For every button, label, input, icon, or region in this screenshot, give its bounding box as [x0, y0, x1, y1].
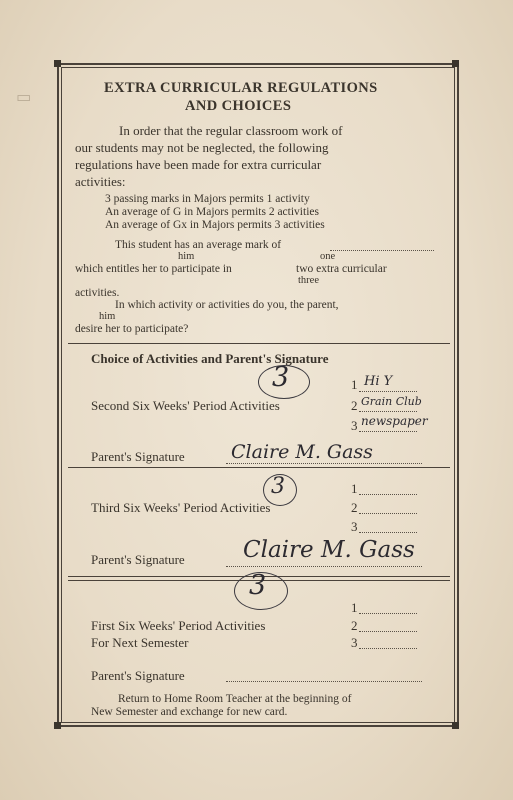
border-corner	[452, 60, 459, 67]
activity-fill-line	[359, 613, 417, 614]
handwritten-signature: Claire M. Gass	[243, 537, 415, 563]
choice-heading: Choice of Activities and Parent's Signature	[91, 351, 329, 366]
average-line-2a: which entitles her to participate in	[75, 263, 232, 275]
signature-label: Parent's Signature	[91, 668, 185, 683]
activity-fill-line	[359, 648, 417, 649]
average-line-2b: two extra curricular	[296, 263, 387, 275]
handwritten-activity-1: Hi Y	[364, 374, 393, 389]
line-number-3: 3	[351, 418, 358, 433]
signature-label: Parent's Signature	[91, 449, 185, 464]
border-corner	[452, 722, 459, 729]
average-line-1: This student has an average mark of	[115, 239, 282, 251]
signature-label: Parent's Signature	[91, 552, 185, 567]
question-line-1: In which activity or activities do you, the parent,	[115, 299, 339, 311]
line-number-1: 1	[351, 481, 358, 496]
footer-line-2: New Semester and exchange for new card.	[91, 706, 288, 718]
activity-fill-line	[359, 494, 417, 495]
option-three: three	[298, 275, 319, 286]
section-divider	[68, 467, 450, 468]
footer-line-1: Return to Home Room Teacher at the beginning of	[118, 693, 352, 705]
signature-fill-line	[226, 681, 422, 682]
title-line-2: AND CHOICES	[185, 98, 292, 114]
next-semester-label: For Next Semester	[91, 635, 189, 650]
activity-fill-line	[359, 391, 417, 392]
rule-2: An average of G in Majors permits 2 activities	[105, 206, 319, 218]
handwritten-activity-2: Grain Club	[361, 395, 422, 408]
margin-stamp-mark: ▯	[15, 93, 33, 103]
line-number-3: 3	[351, 519, 358, 534]
activity-fill-line	[359, 513, 417, 514]
handwritten-circled-number: 3	[249, 570, 267, 601]
line-number-1: 1	[351, 600, 358, 615]
intro-line-2: our students may not be neglected, the following	[75, 140, 329, 155]
question-option-him: him	[99, 311, 116, 322]
handwritten-signature: Claire M. Gass	[231, 441, 373, 463]
line-number-2: 2	[351, 500, 358, 515]
line-number-1: 1	[351, 377, 358, 392]
signature-fill-line	[226, 463, 422, 464]
first-period-label: First Six Weeks' Period Activities	[91, 618, 266, 633]
intro-line-3: regulations have been made for extra curricular	[75, 157, 322, 172]
option-him: him	[178, 251, 195, 262]
activity-fill-line	[359, 431, 417, 432]
rule-3: An average of Gx in Majors permits 3 activities	[105, 219, 325, 231]
line-number-2: 2	[351, 618, 358, 633]
border-corner	[54, 722, 61, 729]
activity-fill-line	[359, 532, 417, 533]
line-number-3: 3	[351, 635, 358, 650]
intro-line-1: In order that the regular classroom work of	[119, 123, 343, 138]
section-divider	[68, 343, 450, 344]
signature-fill-line	[226, 566, 422, 567]
handwritten-circled-number: 3	[272, 362, 290, 393]
average-line-3: activities.	[75, 287, 120, 299]
border-corner	[54, 60, 61, 67]
line-number-2: 2	[351, 398, 358, 413]
intro-line-4: activities:	[75, 174, 126, 189]
option-one: one	[320, 251, 336, 262]
question-line-2: desire her to participate?	[75, 323, 189, 335]
activity-fill-line	[359, 411, 417, 412]
handwritten-circled-number: 3	[271, 474, 285, 499]
handwritten-activity-3: newspaper	[361, 414, 428, 428]
activity-fill-line	[359, 631, 417, 632]
title-line-1: EXTRA CURRICULAR REGULATIONS	[104, 80, 378, 96]
average-fill-line	[330, 250, 434, 251]
rule-1: 3 passing marks in Majors permits 1 activity	[105, 193, 310, 205]
second-period-label: Second Six Weeks' Period Activities	[91, 398, 280, 413]
third-period-label: Third Six Weeks' Period Activities	[91, 500, 271, 515]
